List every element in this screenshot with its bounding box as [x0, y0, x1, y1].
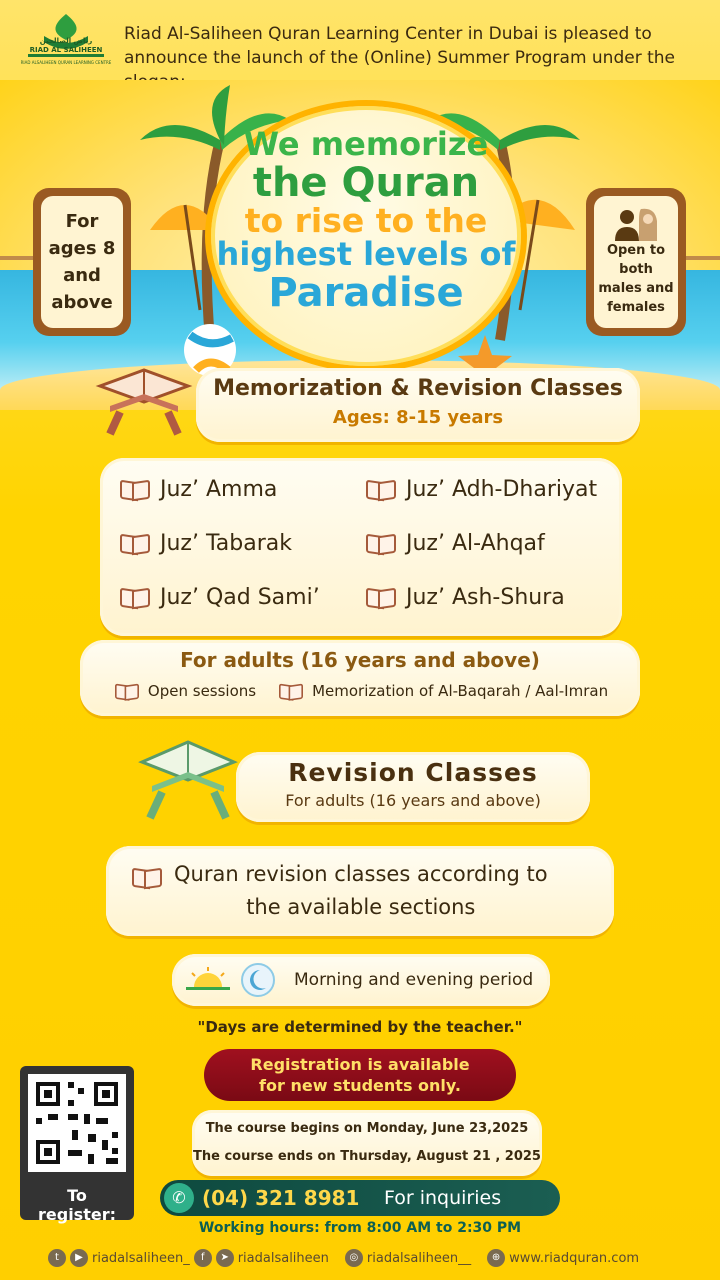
revision-desc-line-1: Quran revision classes according to: [174, 862, 548, 886]
rope-left: [0, 256, 33, 260]
days-note: "Days are determined by the teacher.": [197, 1018, 523, 1036]
gender-sign-line-2: both: [619, 262, 653, 277]
slogan: [205, 125, 527, 316]
book-icon: [115, 682, 139, 700]
sunrise-icon: [184, 965, 232, 995]
facebook-icon[interactable]: f: [194, 1249, 212, 1267]
qr-code[interactable]: [28, 1074, 126, 1172]
slogan-line-3: to rise to the: [244, 200, 488, 240]
adults-item-memorization: Memorization of Al-Baqarah / Aal-Imran: [312, 682, 609, 700]
moon-icon: [240, 962, 276, 998]
memorization-card: [196, 368, 640, 442]
gender-sign-line-1: Open to: [606, 243, 666, 258]
male-female-icon: [609, 207, 663, 241]
slogan-line-2: the Quran: [252, 159, 480, 206]
period-card: [172, 954, 550, 1006]
list-item: [366, 526, 602, 560]
adults-card: [80, 640, 640, 716]
age-sign-line-3: and: [63, 265, 101, 286]
youtube-icon[interactable]: ▶: [70, 1249, 88, 1267]
juz-label: Juz’ Ash-Shura: [406, 584, 565, 610]
globe-icon[interactable]: ⊕: [487, 1249, 505, 1267]
list-item: [120, 526, 356, 560]
course-end-date: The course ends on Thursday, August 21 , 2025: [193, 1149, 541, 1164]
instagram-icon[interactable]: ◎: [345, 1249, 363, 1267]
announcement-text: Riad Al-Saliheen Quran Learning Center in Dubai is pleased to announce the launch of the (Online) Summer Program under the: [124, 24, 675, 68]
social-links: [48, 1248, 688, 1268]
book-icon: [366, 478, 396, 500]
quran-stand-green-icon: [132, 728, 244, 826]
age-sign: [33, 188, 131, 336]
period-text: Morning and evening period: [294, 970, 534, 990]
juz-label: Juz’ Qad Sami’: [160, 584, 320, 610]
inquiries-label: For inquiries: [384, 1187, 502, 1209]
gender-sign-line-3: males and: [598, 281, 674, 296]
age-sign-line-4: above: [51, 292, 113, 313]
adults-item-open-sessions: Open sessions: [147, 682, 257, 700]
registration-line-2: for new students only.: [259, 1076, 461, 1095]
list-item: [120, 580, 356, 614]
telegram-icon[interactable]: ➤: [216, 1249, 234, 1267]
juz-label: Juz’ Tabarak: [160, 530, 292, 556]
logo-arabic-name: رياض الصالحين: [39, 37, 93, 45]
list-item: [120, 472, 356, 506]
social-handle-3[interactable]: riadalsaliheen__: [366, 1250, 472, 1266]
book-icon: [120, 478, 150, 500]
juz-list-card: [100, 458, 622, 636]
book-icon: [120, 586, 150, 608]
registration-notice: [204, 1049, 516, 1101]
book-icon: [366, 586, 396, 608]
course-begin-date: The course begins on Monday, June 23,2025: [205, 1121, 529, 1136]
slogan-line-1: We memorize: [243, 125, 489, 163]
social-handle-1[interactable]: riadalsaliheen_: [92, 1250, 190, 1266]
course-dates-card: [192, 1110, 542, 1176]
memorization-ages: Ages: 8-15 years: [332, 407, 504, 428]
slogan-line-5: Paradise: [268, 269, 464, 316]
gender-sign: [586, 188, 686, 336]
phone-bar[interactable]: [160, 1180, 560, 1216]
social-handle-2[interactable]: riadalsaliheen: [237, 1250, 329, 1266]
age-sign-line-2: ages 8: [48, 238, 116, 259]
revision-card: [236, 752, 590, 822]
qr-register-box[interactable]: [20, 1066, 134, 1224]
revision-title: Revision Classes: [288, 758, 538, 787]
slogan-line-4: highest levels of: [216, 235, 516, 274]
list-item: [366, 472, 602, 506]
list-item: [366, 580, 602, 614]
revision-subtitle: For adults (16 years and above): [285, 791, 541, 810]
logo-english-name: RIAD AL SALIHEEN: [29, 46, 103, 54]
working-hours: Working hours: from 8:00 AM to 2:30 PM: [198, 1220, 522, 1236]
qr-label: To register:: [38, 1186, 116, 1224]
revision-description-card: [106, 846, 614, 936]
phone-icon: ✆: [164, 1183, 194, 1213]
center-logo: [14, 10, 118, 74]
juz-label: Juz’ Amma: [160, 476, 278, 502]
juz-label: Juz’ Adh-Dhariyat: [406, 476, 598, 502]
twitter-icon[interactable]: t: [48, 1249, 66, 1267]
book-icon: [366, 532, 396, 554]
phone-number[interactable]: (04) 321 8981: [202, 1186, 360, 1210]
rope-right: [686, 256, 720, 260]
adults-title: For adults (16 years and above): [180, 648, 540, 672]
website-link[interactable]: www.riadquran.com: [509, 1250, 640, 1266]
book-icon: [120, 532, 150, 554]
age-sign-line-1: For: [65, 211, 99, 232]
revision-desc-line-2: the available sections: [246, 895, 476, 919]
juz-label: Juz’ Al-Ahqaf: [406, 530, 545, 556]
registration-line-1: Registration is available: [250, 1055, 470, 1074]
logo-tagline: RIAD ALSALIHEEN QURAN LEARNING CENTRE: [20, 60, 112, 65]
gender-sign-line-4: females: [607, 300, 665, 315]
quran-stand-icon: [90, 356, 198, 440]
book-icon: [279, 682, 303, 700]
book-icon: [132, 866, 162, 888]
memorization-title: Memorization & Revision Classes: [213, 376, 623, 401]
